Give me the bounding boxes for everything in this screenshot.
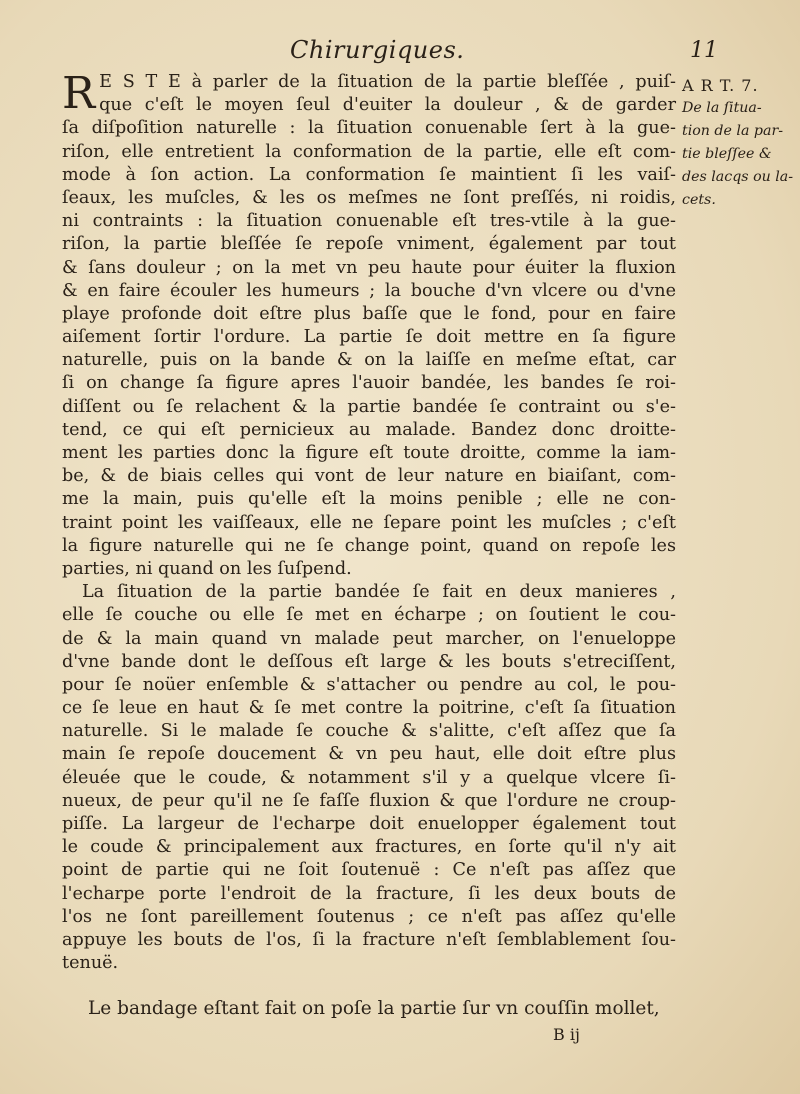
final-line: Le bandage eſtant fait on poſe la partie ſur vn couſſin mollet, (88, 998, 660, 1019)
margin-note-line: tie bleſſee & (682, 146, 772, 162)
text-line: ſi on change ſa figure apres l'auoir bandée, les bandes ſe roi- (62, 373, 676, 394)
margin-note (682, 74, 794, 212)
first-line-text: E S T E à parler de la ſituation de la partie bleſſée , puiſ- (99, 72, 676, 92)
text-line: tend, ce qui eſt pernicieux au malade. Bandez donc droitte- (62, 419, 676, 440)
text-line: ment les parties donc la figure eſt toute droitte, comme la iam- (62, 443, 676, 463)
text-line: la figure naturelle qui ne ſe change point, quand on repoſe les (62, 535, 676, 556)
text-line: & en faire écouler les humeurs ; la bouche d'vn vlcere ou d'vne (62, 280, 676, 301)
text-line: parties, ni quand on les ſuſpend. (62, 558, 352, 579)
text-line: éleuée que le coude, & notamment s'il y a quelque vlcere ſi- (62, 767, 676, 788)
text-line: de & la main quand vn malade peut marcher, on l'enueloppe (62, 628, 676, 649)
text-line: pour ſe noüer enſemble & s'attacher ou pendre au col, le pou- (62, 674, 676, 695)
text-line: ce ſe leue en haut & ſe met contre la poitrine, c'eſt ſa ſituation (62, 698, 676, 719)
running-head: Chirurgiques. (290, 36, 465, 64)
text-line: ni contraints : la ſituation conuenable eſt tres-vtile à la gue- (62, 211, 676, 232)
margin-note-line: De la ſitua- (682, 100, 762, 116)
text-line: tenuë. (62, 953, 119, 974)
margin-note-line: cets. (682, 192, 716, 208)
signature-mark: B ij (553, 1025, 580, 1044)
margin-note-line: tion de la par- (682, 123, 784, 139)
text-line: diſſent ou ſe relachent & la partie bandée ſe contraint ou s'e- (62, 396, 676, 417)
drop-cap: R (62, 68, 96, 119)
text-line: nueux, de peur qu'il ne ſe faſſe fluxion & que l'ordure ne croup- (62, 790, 676, 811)
text-line: piſſe. La largeur de l'echarpe doit enuelopper également tout (62, 814, 676, 834)
text-line: d'vne bande dont le deſſous eſt large & les bouts s'etreciſſent, (62, 651, 676, 672)
text-line: main ſe repoſe doucement & vn peu haut, elle doit eſtre plus (62, 744, 676, 765)
text-line: ſa diſpoſition naturelle : la ſituation conuenable ſert à la gue- (62, 118, 676, 139)
page-header (60, 34, 718, 68)
text-line: ſeaux, les muſcles, & les os meſmes ne ſont preſſés, ni roidis, (62, 187, 676, 208)
article-number: A R T. 7. (682, 76, 759, 95)
text-line: naturelle, puis on la bande & on la laiſſe en meſme eſtat, car (62, 350, 676, 371)
text-line: traint point les vaiſſeaux, elle ne ſepare point les muſcles ; c'eſt (62, 512, 676, 533)
page-number: 11 (690, 38, 718, 63)
text-line: appuye les bouts de l'os, ſi la fracture n'eſt ſemblablement ſou- (62, 929, 676, 950)
text-line: & ſans douleur ; on la met vn peu haute pour éuiter la fluxion (62, 257, 676, 278)
text-line: riſon, elle entretient la conformation de la partie, elle eſt com- (62, 141, 676, 162)
main-text (62, 68, 676, 975)
text-line: point de partie qui ne ſoit ſoutenuë : Ce n'eſt pas aſſez que (62, 860, 676, 881)
text-line: playe profonde doit eſtre plus baſſe que le fond, pour en faire (62, 303, 676, 324)
text-line: que c'eſt le moyen ſeul d'euiter la douleur , & de garder (99, 95, 676, 116)
text-line: aiſement ſortir l'ordure. La partie ſe doit mettre en ſa figure (62, 327, 676, 348)
text-line: l'os ne ſont pareillement ſoutenus ; ce n'eſt pas aſſez qu'elle (62, 906, 676, 927)
text-line: mode à ſon action. La conformation ſe maintient ſi les vaiſ- (62, 164, 676, 185)
text-line: me la main, puis qu'elle eſt la moins penible ; elle ne con- (62, 489, 676, 510)
text-line: be, & de biais celles qui vont de leur nature en biaiſant, com- (62, 466, 676, 487)
margin-note-line: des lacqs ou la- (682, 169, 794, 185)
text-line: l'echarpe porte l'endroit de la fracture, ſi les deux bouts de (62, 883, 676, 904)
text-line: La ſituation de la partie bandée ſe fait en deux manieres , (82, 582, 676, 603)
text-line: naturelle. Si le malade ſe couche & s'alitte, c'eſt aſſez que ſa (62, 721, 676, 742)
text-line: le coude & principalement aux fractures, en ſorte qu'il n'y ait (62, 837, 676, 858)
text-line: elle ſe couche ou elle ſe met en écharpe ; on ſoutient le cou- (62, 605, 676, 626)
text-line: riſon, la partie bleſſée ſe repoſe vniment, également par tout (62, 234, 676, 255)
